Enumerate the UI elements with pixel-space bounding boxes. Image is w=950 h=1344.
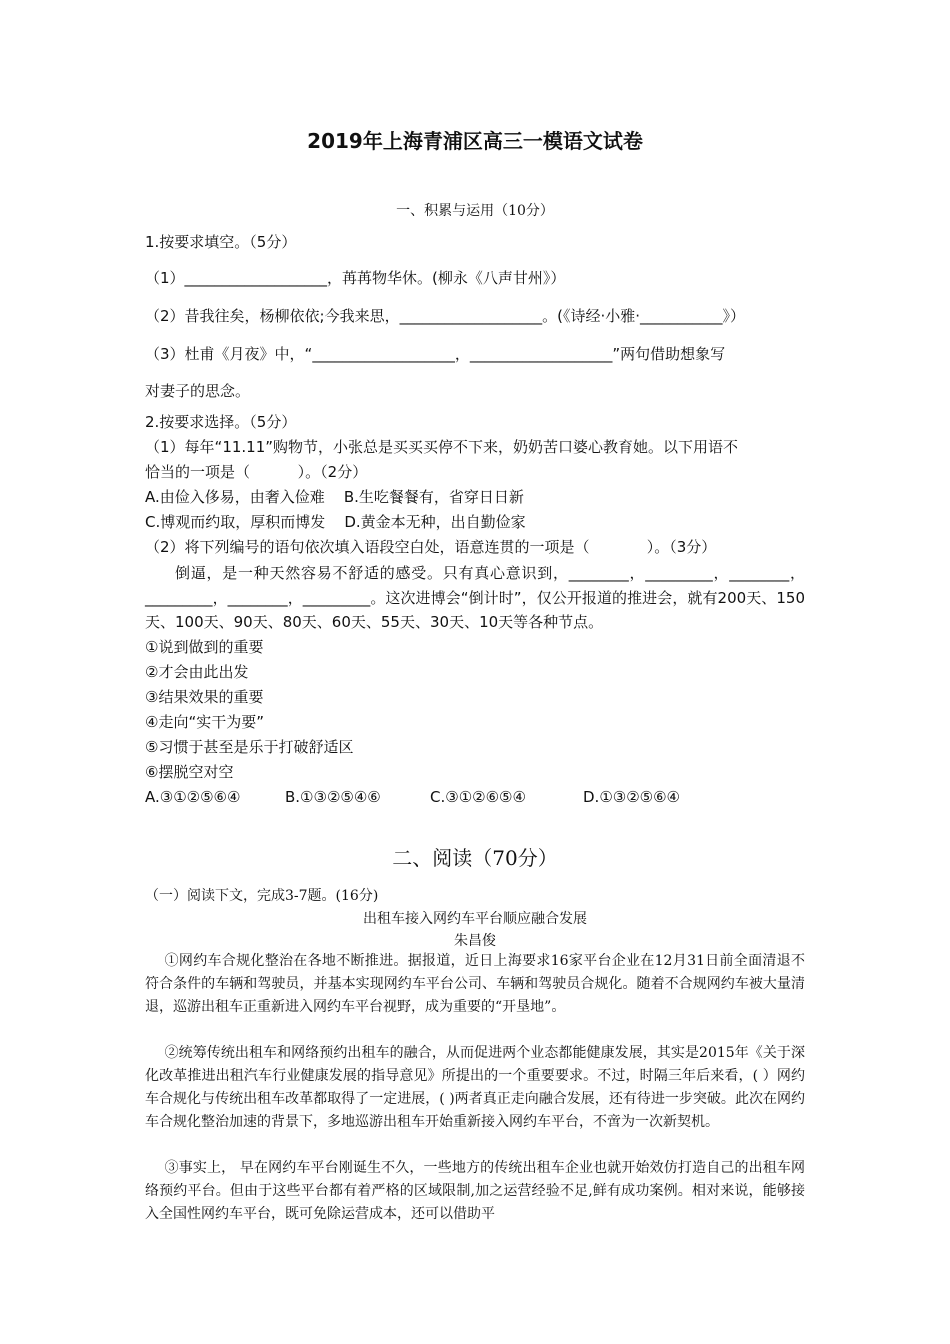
- q2-item-4: ④走向“实干为要”: [145, 713, 264, 731]
- q2-item-2: ②才会由此出发: [145, 663, 249, 681]
- q2-sub2-passage: 倒逼，是一种天然容易不舒适的感受。只有真心意识到，________，_________，________，_________，________，_________。这次进博会“倒计时”，仅公开报道的推进会，就有200天、150天、100天、90天、80天、60天、55天、30天、10天等各种节点。: [145, 564, 805, 631]
- q1-stem: 1.按要求填空。（5分）: [145, 233, 297, 251]
- q2-item-3: ③结果效果的重要: [145, 688, 264, 706]
- q2-sub2-stem: （2）将下列编号的语句依次填入语段空白处，语意连贯的一项是（ ）。（3分）: [145, 538, 717, 556]
- q1-item2: （2）昔我往矣，杨柳依依;今我来思，___________________。(《诗经·小雅·___________》）: [145, 307, 745, 325]
- article-para-3: ③事实上， 早在网约车平台刚诞生不久，一些地方的传统出租车企业也就开始效仿打造自己的出租车网络预约平台。但由于这些平台都有着严格的区域限制,加之运营经验不足,鲜有成功案例。相对来说，能够接入全国性网约车平台，既可免除运营成本，还可以借助平: [145, 1160, 805, 1222]
- q1-item3-line1: （3）杜甫《月夜》中，“___________________，___________________”两句借助想象写: [145, 345, 726, 363]
- section1-stem: （一）阅读下文，完成3-7题。(16分): [145, 888, 379, 904]
- q2-option-c: C.③①②⑥⑤④: [430, 788, 526, 806]
- q2-item-6: ⑥摆脱空对空: [145, 763, 234, 781]
- q2-sub1-options-cd: C.博观而约取，厚积而博发 D.黄金本无种，出自勤俭家: [145, 513, 526, 531]
- q2-option-a: A.③①②⑤⑥④: [145, 788, 241, 806]
- q2-option-d: D.①③②⑤⑥④: [583, 788, 681, 806]
- article-author: 朱昌俊: [454, 933, 496, 949]
- article-title: 出租车接入网约车平台顺应融合发展: [363, 911, 587, 927]
- q1-item1: （1）___________________，苒苒物华休。(柳永《八声甘州》）: [145, 269, 566, 287]
- article-para-1: ①网约车合规化整治在各地不断推进。据报道，近日上海要求16家平台企业在12月31日前全面清退不符合条件的车辆和驾驶员，并基本实现网约车平台公司、车辆和驾驶员合规化。随着不合规网约车被大量清退，巡游出租车正重新进入网约车平台视野，成为重要的“开垦地”。: [145, 953, 805, 1015]
- q1-item3-line2: 对妻子的思念。: [145, 382, 251, 400]
- q2-sub1-line1: （1）每年“11.11”购物节，小张总是买买买停不下来，奶奶苦口婆心教育她。以下用语不: [145, 438, 739, 456]
- q2-sub1-line2: 恰当的一项是（ ）。（2分）: [145, 463, 368, 481]
- q2-stem: 2.按要求选择。（5分）: [145, 413, 297, 431]
- exam-title: 2019年上海青浦区高三一模语文试卷: [307, 129, 643, 153]
- q2-item-5: ⑤习惯于甚至是乐于打破舒适区: [145, 738, 354, 756]
- q2-option-b: B.①③②⑤④⑥: [285, 788, 381, 806]
- part1-heading: 一、积累与运用（10分）: [396, 203, 554, 219]
- part2-heading: 二、阅读（70分）: [392, 846, 558, 870]
- q2-item-1: ①说到做到的重要: [145, 638, 264, 656]
- article-para-2: ②统筹传统出租车和网络预约出租车的融合，从而促进两个业态都能健康发展，其实是2015年《关于深化改革推进出租汽车行业健康发展的指导意见》所提出的一个重要要求。不过，时隔三年后来看，( ）网约车合规化与传统出租车改革都取得了一定进展，( )两者真正走向融合发展，还有待进一步突破。此次在网约车合规化整治加速的背景下，多地巡游出租车开始重新接入网约车平台，不啻为一次新契机。: [145, 1045, 805, 1130]
- q2-sub1-options-ab: A.由俭入侈易，由奢入俭难 B.生吃餐餐有，省穿日日新: [145, 488, 524, 506]
